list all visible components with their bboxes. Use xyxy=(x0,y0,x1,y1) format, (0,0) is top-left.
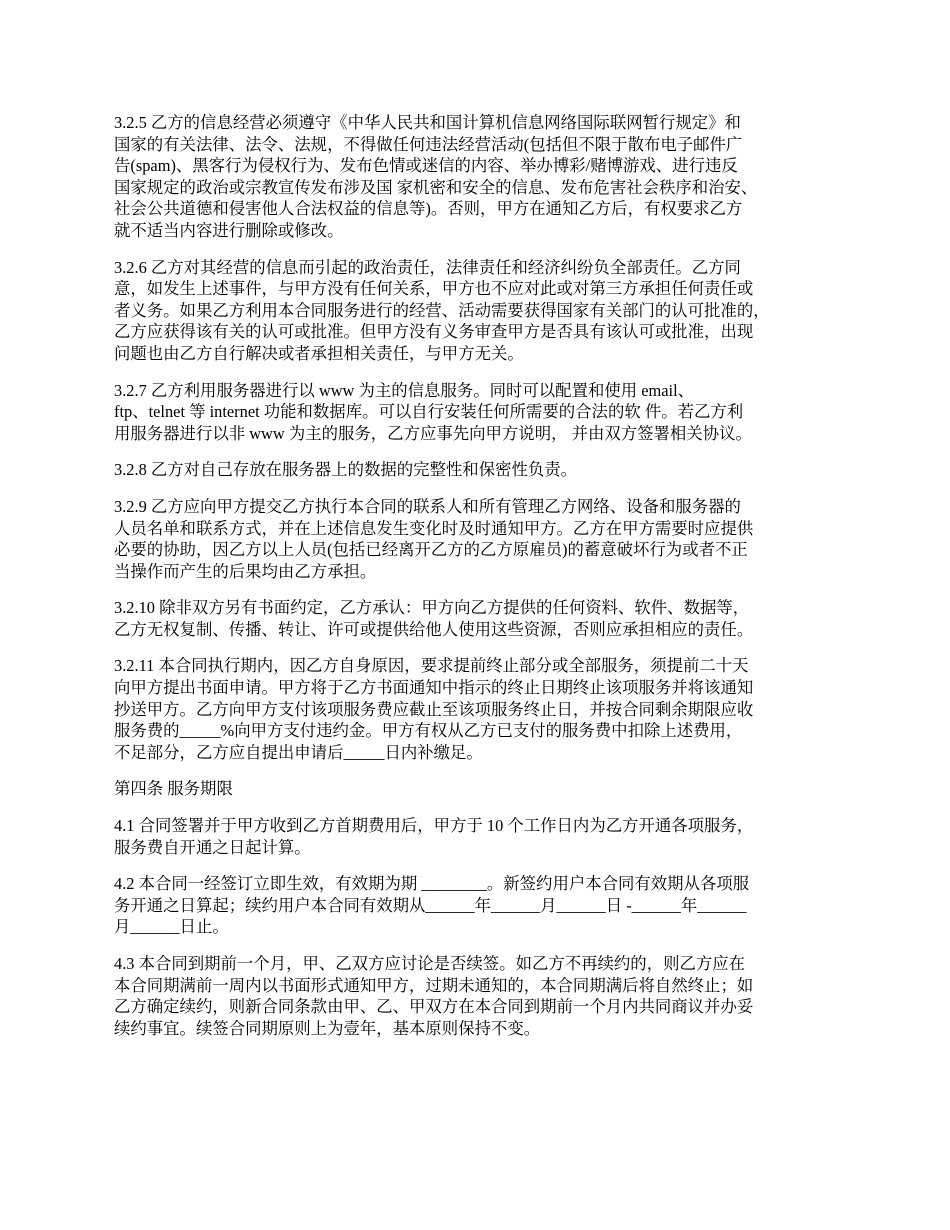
text-line: 4.2 本合同一经签订立即生效，有效期为期 ________。新签约用户本合同有效期从各项服 xyxy=(114,874,750,894)
clause-3-2-7 xyxy=(114,380,836,445)
text-line: 乙方应获得该有关的认可或批准。但甲方没有义务审查甲方是否具有该认可或批准，出现 xyxy=(114,322,754,342)
text-line: 3.2.6 乙方对其经营的信息而引起的政治责任，法律责任和经济纠纷负全部责任。乙方同 xyxy=(114,257,741,277)
text-line: 3.2.7 乙方利用服务器进行以 www 为主的信息服务。同时可以配置和使用 email、 xyxy=(114,380,695,400)
clause-3-2-6 xyxy=(114,257,836,365)
text-line: 不足部分，乙方应自提出申请后_____日内补缴足。 xyxy=(114,742,483,762)
text-line: 国家规定的政治或宗教宣传发布涉及国 家机密和安全的信息、发布危害社会秩序和治安、 xyxy=(114,177,758,197)
text-line: 用服务器进行以非 www 为主的服务，乙方应事先向甲方说明， 并由双方签署相关协议。 xyxy=(114,423,752,443)
text-line: 3.2.5 乙方的信息经营必须遵守《中华人民共和国计算机信息网络国际联网暂行规定》和 xyxy=(114,113,741,132)
text-line: 必要的协助，因乙方以上人员(包括已经离开乙方的乙方原雇员)的蓄意破坏行为或者不正 xyxy=(114,540,748,560)
text-line: ftp、telnet 等 internet 功能和数据库。可以自行安装任何所需要的合法的软 件。若乙方利 xyxy=(114,402,744,422)
text-line: 4.1 合同签署并于甲方收到乙方首期费用后，甲方于 10 个工作日内为乙方开通各项服务， xyxy=(114,816,754,836)
text-line: 3.2.10 除非双方另有书面约定，乙方承认：甲方向乙方提供的任何资料、软件、数据等， xyxy=(114,598,750,618)
section-heading-article-4 xyxy=(114,778,836,800)
text-line: 当操作而产生的后果均由乙方承担。 xyxy=(114,561,377,581)
text-line: 者义务。如果乙方利用本合同服务进行的经营、活动需要获得国家有关部门的认可批准的， xyxy=(114,300,770,320)
text-line: 人员名单和联系方式，并在上述信息发生变化时及时通知甲方。乙方在甲方需要时应提供 xyxy=(114,518,754,538)
text-line: 续约事宜。续签合同期原则上为壹年，基本原则保持不变。 xyxy=(114,1018,541,1038)
text-line: 服务费自开通之日起计算。 xyxy=(114,837,311,857)
text-line: 就不适当内容进行删除或修改。 xyxy=(114,220,344,240)
text-line: 月______日止。 xyxy=(114,917,229,937)
text-line: 向甲方提出书面申请。甲方将于乙方书面通知中指示的终止日期终止该项服务并将该通知 xyxy=(114,678,754,698)
text-line: 社会公共道德和侵害他人合法权益的信息等)。否则，甲方在通知乙方后，有权要求乙方 xyxy=(114,199,743,219)
clause-4-1 xyxy=(114,815,836,858)
text-line: 服务费的_____%向甲方支付违约金。甲方有权从乙方已支付的服务费中扣除上述费用， xyxy=(114,721,743,741)
text-line: 本合同期满前一周内以书面形式通知甲方，过期未通知的，本合同期满后将自然终止；如 xyxy=(114,975,754,995)
text-line: 问题也由乙方自行解决或者承担相关责任，与甲方无关。 xyxy=(114,343,524,363)
clause-3-2-11 xyxy=(114,655,836,763)
clause-3-2-8 xyxy=(114,459,836,481)
text-line: 3.2.11 本合同执行期内，因乙方自身原因，要求提前终止部分或全部服务，须提前二十天 xyxy=(114,656,749,676)
clause-4-2 xyxy=(114,873,836,938)
document-page xyxy=(114,112,836,1054)
text-line: 意，如发生上述事件，与甲方没有任何关系，甲方也不应对此或对第三方承担任何责任或 xyxy=(114,279,754,299)
text-line: 告(spam)、黑客行为侵权行为、发布色情或迷信的内容、举办博彩/赌博游戏、进行违反 xyxy=(114,156,738,176)
text-line: 乙方无权复制、传播、转让、许可或提供给他人使用这些资源，否则应承担相应的责任。 xyxy=(114,619,754,639)
text-line: 4.3 本合同到期前一个月，甲、乙双方应讨论是否续签。如乙方不再续约的，则乙方应在 xyxy=(114,954,746,973)
text-line: 第四条 服务期限 xyxy=(114,779,233,799)
text-line: 抄送甲方。乙方向甲方支付该项服务费应截止至该项服务终止日，并按合同剩余期限应收 xyxy=(114,699,754,719)
text-line: 3.2.9 乙方应向甲方提交乙方执行本合同的联系人和所有管理乙方网络、设备和服务器的 xyxy=(114,496,741,516)
clause-3-2-5 xyxy=(114,112,836,242)
clause-3-2-10 xyxy=(114,597,836,640)
text-line: 乙方确定续约，则新合同条款由甲、乙、甲双方在本合同到期前一个月内共同商议并办妥 xyxy=(114,997,754,1017)
text-line: 国家的有关法律、法令、法规，不得做任何违法经营活动(包括但不限于散布电子邮件广 xyxy=(114,134,743,154)
clause-4-3 xyxy=(114,953,836,1039)
text-line: 务开通之日算起；续约用户本合同有效期从______年______月______日 -______年______ xyxy=(114,895,747,915)
clause-3-2-9 xyxy=(114,496,836,582)
text-line: 3.2.8 乙方对自己存放在服务器上的数据的完整性和保密性负责。 xyxy=(114,460,578,480)
